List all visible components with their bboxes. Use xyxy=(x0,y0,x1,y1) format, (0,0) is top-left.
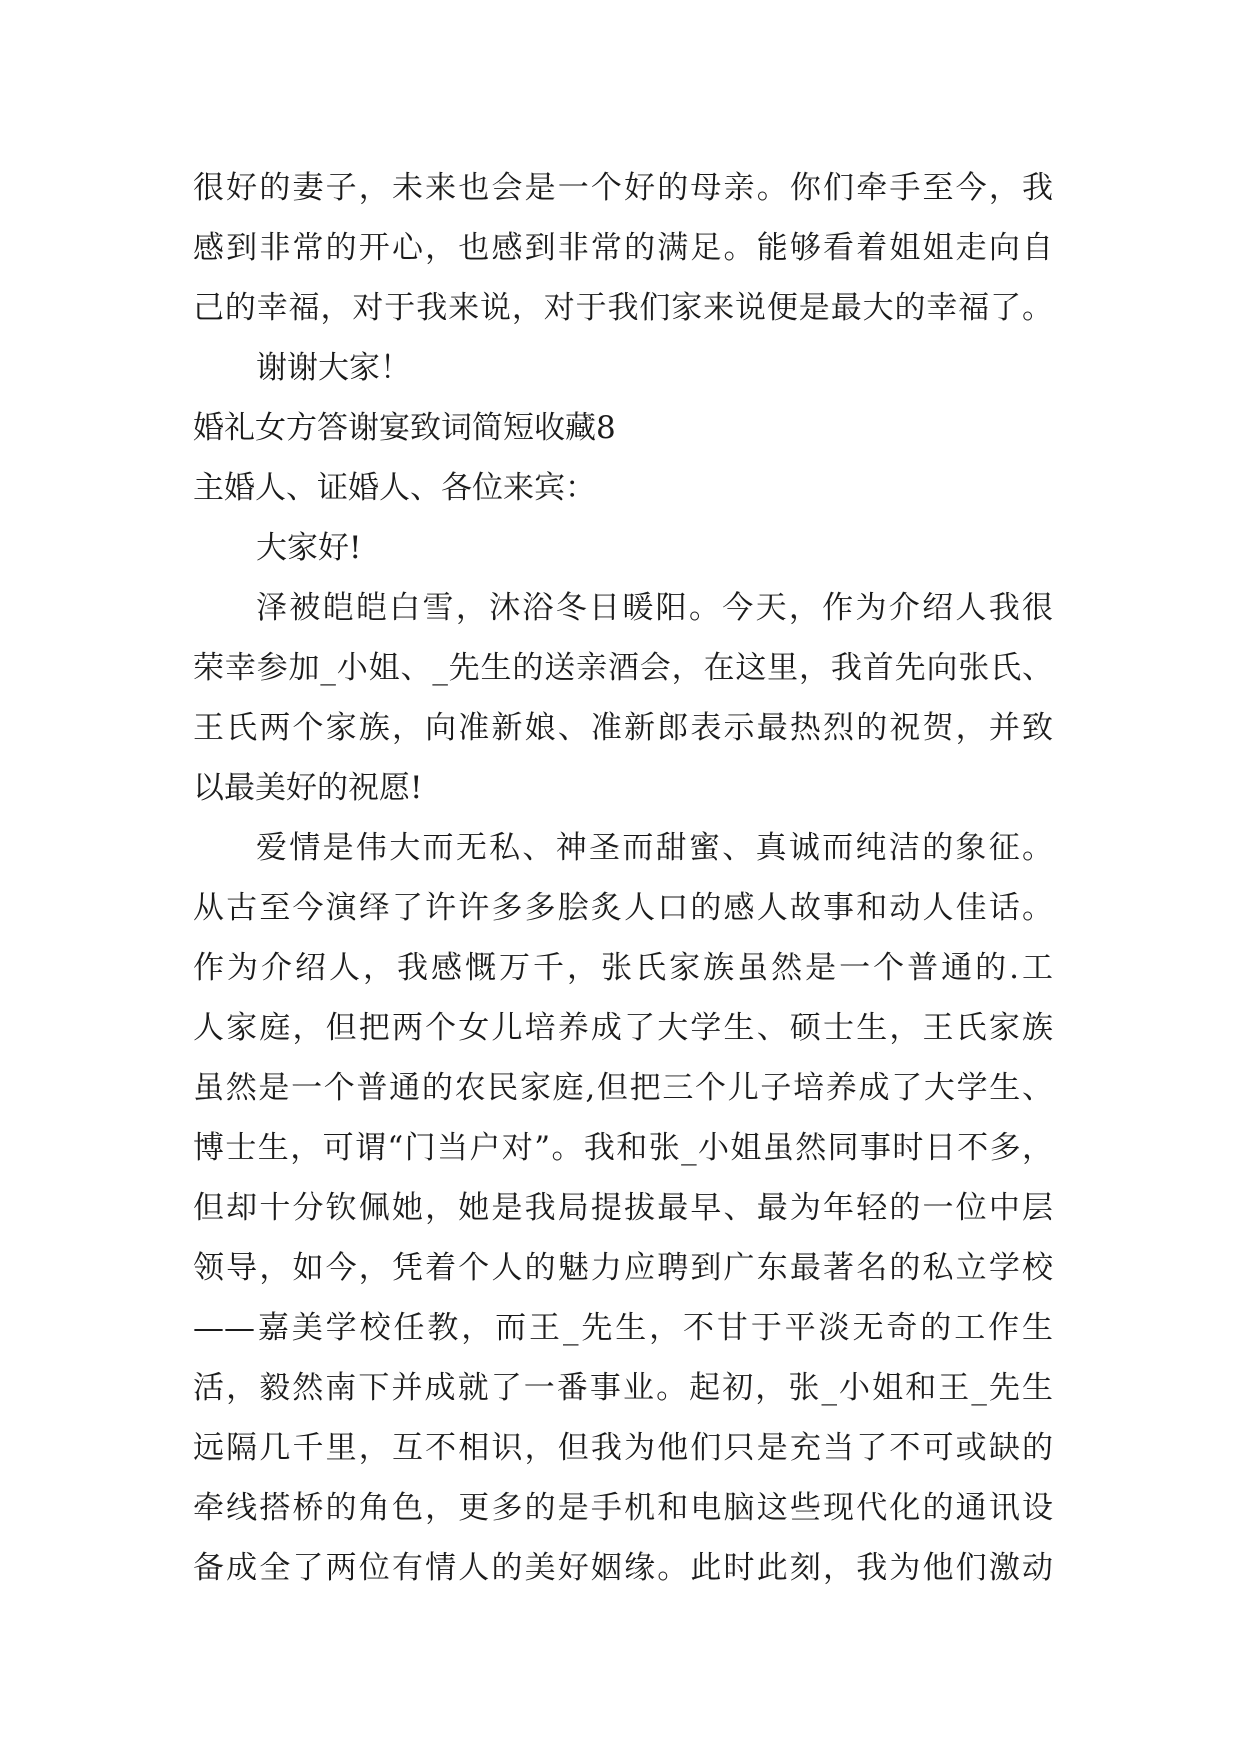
paragraph-line: 人家庭，但把两个女儿培养成了大学生、硕士生，王氏家族 xyxy=(193,1010,1053,1046)
paragraph-line: 以最美好的祝愿! xyxy=(193,770,423,806)
paragraph-line: 己的幸福，对于我来说，对于我们家来说便是最大的幸福了。 xyxy=(193,290,1053,326)
paragraph-line: 很好的妻子，未来也会是一个好的母亲。你们牵手至今，我 xyxy=(193,170,1053,206)
paragraph-line: 牵线搭桥的角色，更多的是手机和电脑这些现代化的通讯设 xyxy=(193,1490,1053,1526)
paragraph-line: 爱情是伟大而无私、神圣而甜蜜、真诚而纯洁的象征。 xyxy=(256,830,1053,866)
paragraph-line: ——嘉美学校任教，而王_先生，不甘于平淡无奇的工作生 xyxy=(193,1310,1053,1346)
paragraph-line: 远隔几千里，互不相识，但我为他们只是充当了不可或缺的 xyxy=(193,1430,1053,1466)
paragraph-line: 但却十分钦佩她，她是我局提拔最早、最为年轻的一位中层 xyxy=(193,1190,1053,1226)
paragraph-line: 活，毅然南下并成就了一番事业。起初，张_小姐和王_先生 xyxy=(193,1370,1053,1406)
paragraph-line: 从古至今演绎了许许多多脍炙人口的感人故事和动人佳话。 xyxy=(193,890,1053,926)
paragraph-line: 虽然是一个普通的农民家庭,但把三个儿子培养成了大学生、 xyxy=(193,1070,1053,1106)
paragraph-line: 博士生，可谓“门当户对”。我和张_小姐虽然同事时日不多， xyxy=(193,1130,1053,1166)
salutation: 主婚人、证婚人、各位来宾： xyxy=(193,470,596,506)
paragraph-line: 王氏两个家族，向准新娘、准新郎表示最热烈的祝贺，并致 xyxy=(193,710,1053,746)
paragraph-line: 荣幸参加_小姐、_先生的送亲酒会，在这里，我首先向张氏、 xyxy=(193,650,1053,686)
paragraph-line: 泽被皑皑白雪，沐浴冬日暖阳。今天，作为介绍人我很 xyxy=(256,590,1053,626)
section-heading: 婚礼女方答谢宴致词简短收藏8 xyxy=(193,410,616,446)
paragraph-line: 作为介绍人，我感慨万千，张氏家族虽然是一个普通的.工 xyxy=(193,950,1053,986)
paragraph-line: 领导，如今，凭着个人的魅力应聘到广东最著名的私立学校 xyxy=(193,1250,1053,1286)
greeting: 大家好! xyxy=(256,530,362,566)
paragraph-line: 谢谢大家！ xyxy=(256,350,411,386)
paragraph-line: 感到非常的开心，也感到非常的满足。能够看着姐姐走向自 xyxy=(193,230,1053,266)
paragraph-line: 备成全了两位有情人的美好姻缘。此时此刻，我为他们激动 xyxy=(193,1550,1053,1586)
